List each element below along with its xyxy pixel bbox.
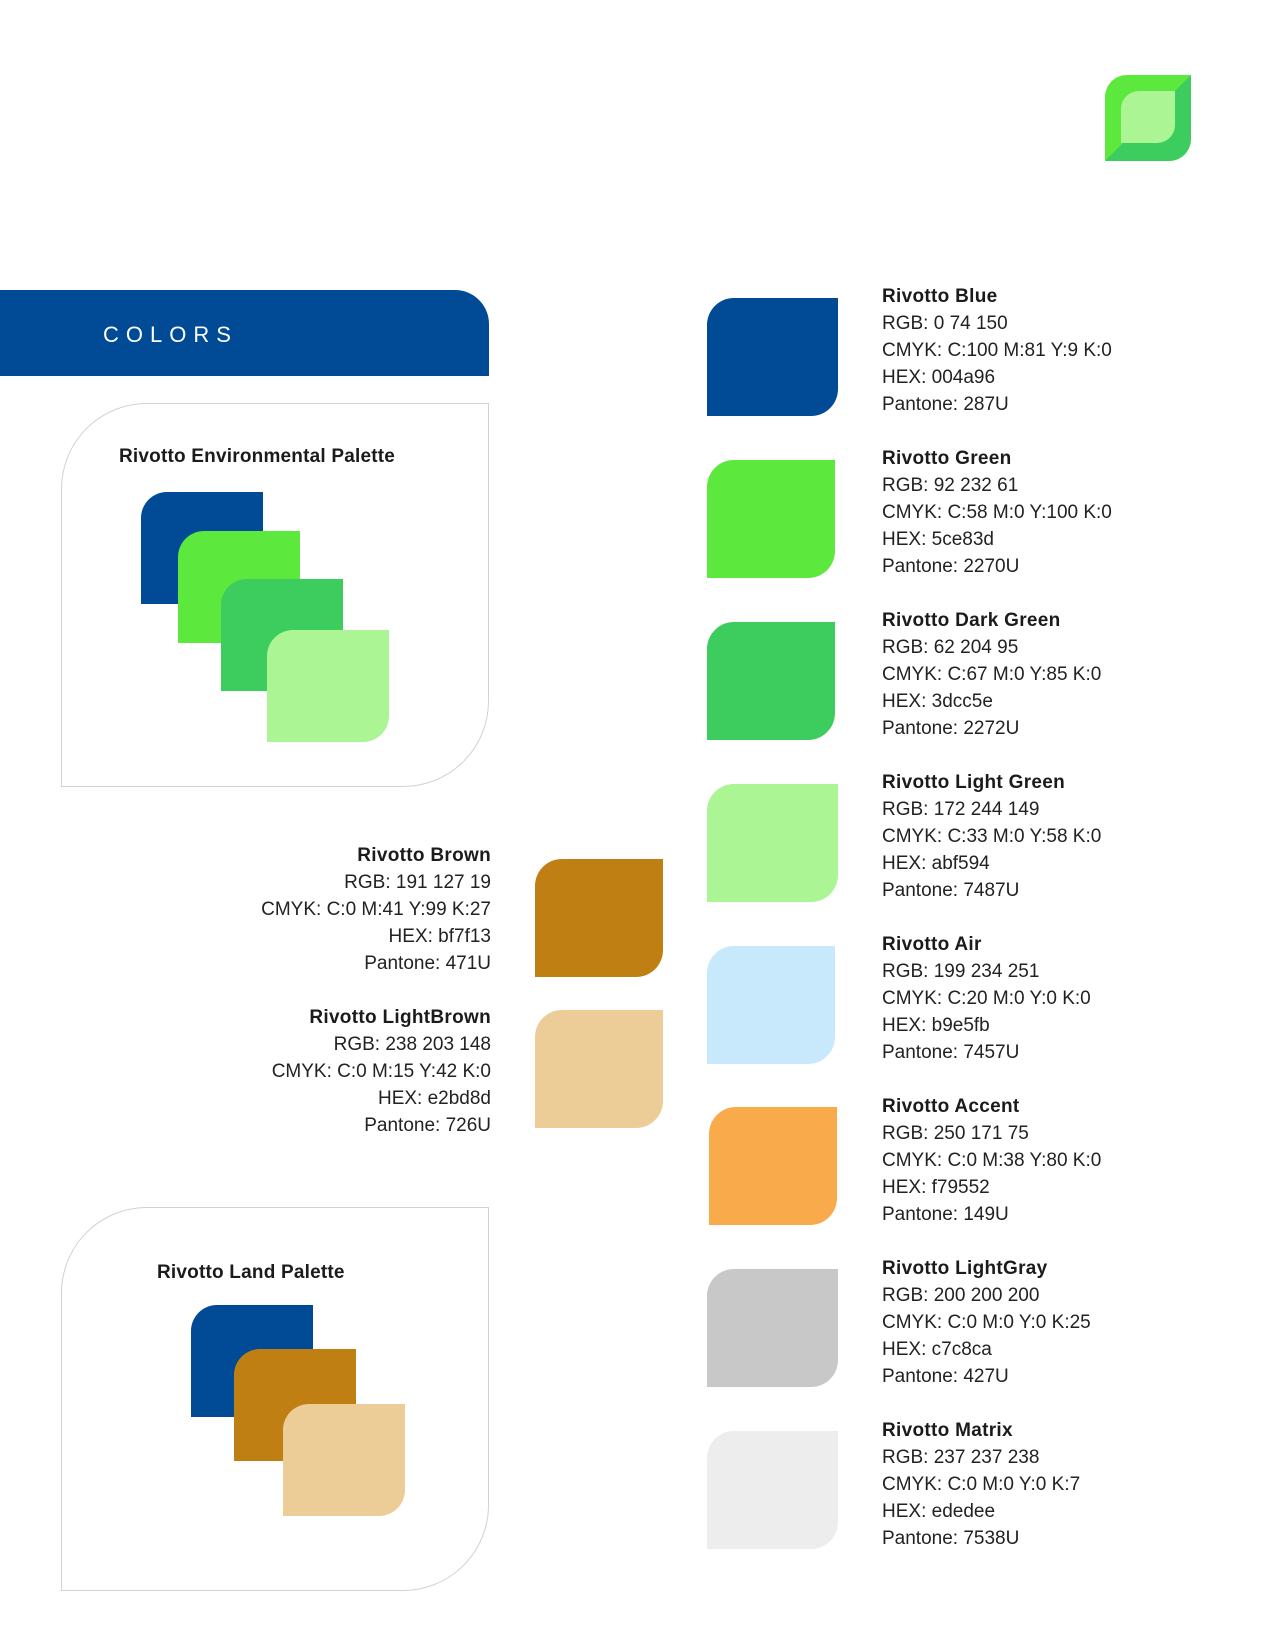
color-name: Rivotto Light Green bbox=[882, 772, 1066, 793]
blue-color-info bbox=[882, 283, 1112, 418]
color-hex: HEX: ededee bbox=[882, 1501, 996, 1522]
color-pantone: Pantone: 427U bbox=[882, 1366, 1009, 1387]
color-cmyk: CMYK: C:0 M:41 Y:99 K:27 bbox=[261, 899, 491, 920]
color-hex: HEX: 3dcc5e bbox=[882, 691, 993, 712]
color-cmyk: CMYK: C:0 M:15 Y:42 K:0 bbox=[271, 1061, 491, 1082]
swatch-light-brown bbox=[535, 1010, 663, 1128]
color-rgb: RGB: 199 234 251 bbox=[882, 961, 1040, 982]
color-name: Rivotto Air bbox=[882, 934, 982, 955]
swatch-green bbox=[707, 460, 835, 578]
color-cmyk: CMYK: C:100 M:81 Y:9 K:0 bbox=[882, 340, 1112, 361]
swatch-blue bbox=[707, 298, 838, 416]
color-hex: HEX: b9e5fb bbox=[882, 1015, 990, 1036]
color-rgb: RGB: 250 171 75 bbox=[882, 1123, 1029, 1144]
dark-green-color-info bbox=[882, 607, 1101, 742]
leaf-logo-icon bbox=[1105, 75, 1191, 161]
color-cmyk: CMYK: C:58 M:0 Y:100 K:0 bbox=[882, 502, 1112, 523]
color-cmyk: CMYK: C:67 M:0 Y:85 K:0 bbox=[882, 664, 1102, 685]
color-rgb: RGB: 92 232 61 bbox=[882, 475, 1019, 496]
light-brown-color-info bbox=[272, 1004, 491, 1139]
swatch-light-green bbox=[707, 784, 838, 902]
color-pantone: Pantone: 7538U bbox=[882, 1528, 1020, 1549]
swatch-dark-green bbox=[707, 622, 835, 740]
color-cmyk: CMYK: C:0 M:0 Y:0 K:25 bbox=[882, 1312, 1091, 1333]
color-rgb: RGB: 62 204 95 bbox=[882, 637, 1019, 658]
colors-section-header bbox=[0, 290, 489, 376]
section-label: COLORS bbox=[103, 322, 238, 347]
color-hex: HEX: f79552 bbox=[882, 1177, 990, 1198]
color-name: Rivotto Accent bbox=[882, 1096, 1020, 1117]
color-pantone: Pantone: 2272U bbox=[882, 718, 1020, 739]
swatch-accent bbox=[709, 1107, 837, 1225]
accent-color-info bbox=[882, 1093, 1101, 1228]
palette-square-light-green bbox=[267, 630, 389, 742]
light-gray-color-info bbox=[882, 1255, 1091, 1390]
brown-color-info bbox=[261, 842, 491, 977]
environmental-palette-card bbox=[61, 403, 489, 787]
color-rgb: RGB: 0 74 150 bbox=[882, 313, 1008, 334]
air-color-info bbox=[882, 931, 1091, 1066]
color-pantone: Pantone: 2270U bbox=[882, 556, 1020, 577]
color-name: Rivotto Matrix bbox=[882, 1420, 1013, 1441]
land-palette-title: Rivotto Land Palette bbox=[157, 1262, 345, 1283]
color-name: Rivotto Blue bbox=[882, 286, 998, 307]
color-pantone: Pantone: 7487U bbox=[882, 880, 1020, 901]
palette-square-light-brown bbox=[283, 1404, 405, 1516]
color-rgb: RGB: 200 200 200 bbox=[882, 1285, 1040, 1306]
color-hex: HEX: e2bd8d bbox=[377, 1088, 491, 1109]
color-pantone: Pantone: 149U bbox=[882, 1204, 1009, 1225]
color-pantone: Pantone: 7457U bbox=[882, 1042, 1020, 1063]
color-cmyk: CMYK: C:0 M:0 Y:0 K:7 bbox=[882, 1474, 1081, 1495]
swatch-matrix bbox=[707, 1431, 838, 1549]
color-hex: HEX: 004a96 bbox=[882, 367, 996, 388]
color-rgb: RGB: 172 244 149 bbox=[882, 799, 1040, 820]
color-hex: HEX: bf7f13 bbox=[388, 926, 491, 947]
color-rgb: RGB: 237 237 238 bbox=[882, 1447, 1040, 1468]
swatch-light-gray bbox=[707, 1269, 838, 1387]
color-rgb: RGB: 191 127 19 bbox=[344, 872, 491, 893]
color-hex: HEX: abf594 bbox=[882, 853, 990, 874]
color-name: Rivotto Dark Green bbox=[882, 610, 1061, 631]
matrix-color-info bbox=[882, 1417, 1080, 1552]
color-cmyk: CMYK: C:20 M:0 Y:0 K:0 bbox=[882, 988, 1091, 1009]
color-rgb: RGB: 238 203 148 bbox=[333, 1034, 491, 1055]
swatch-brown bbox=[535, 859, 663, 977]
color-hex: HEX: 5ce83d bbox=[882, 529, 994, 550]
color-name: Rivotto Brown bbox=[357, 845, 491, 866]
color-hex: HEX: c7c8ca bbox=[882, 1339, 992, 1360]
color-name: Rivotto LightBrown bbox=[309, 1007, 491, 1028]
color-name: Rivotto LightGray bbox=[882, 1258, 1048, 1279]
color-cmyk: CMYK: C:33 M:0 Y:58 K:0 bbox=[882, 826, 1102, 847]
color-pantone: Pantone: 726U bbox=[364, 1115, 491, 1136]
green-color-info bbox=[882, 445, 1112, 580]
light-green-color-info bbox=[882, 769, 1101, 904]
color-pantone: Pantone: 287U bbox=[882, 394, 1009, 415]
environmental-palette-title: Rivotto Environmental Palette bbox=[119, 446, 396, 467]
swatch-air bbox=[707, 946, 835, 1064]
land-palette-card bbox=[61, 1207, 489, 1591]
color-name: Rivotto Green bbox=[882, 448, 1012, 469]
color-pantone: Pantone: 471U bbox=[364, 953, 491, 974]
color-cmyk: CMYK: C:0 M:38 Y:80 K:0 bbox=[882, 1150, 1102, 1171]
